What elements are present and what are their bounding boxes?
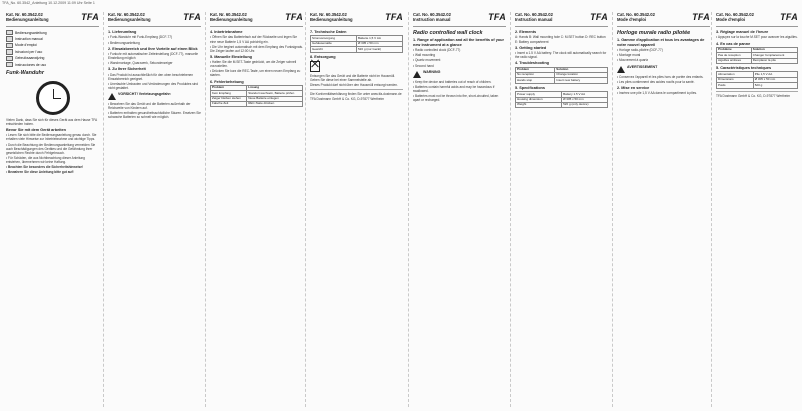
paragraph: • Öffnen Sie das Batteriefach auf der Rückseite und legen Sie eine neue Batterie 1,5 V AA polrichtig ein. — [210, 35, 297, 44]
section-heading: 1. Range of application and all the benefits of your new instrument at a glance — [413, 38, 504, 47]
section-heading: 5. Caractéristiques techniques — [716, 66, 772, 71]
paragraph: • Montage mural — [617, 53, 641, 58]
flag-icon — [6, 49, 13, 54]
tfa-logo: TFA — [488, 12, 506, 22]
intro-text: Vielen Dank, dass Sie sich für dieses Gerät aus dem Hause TFA entschieden haben. — [6, 117, 97, 126]
paragraph: • Bewahren Sie diese Anleitung bitte gut auf! — [6, 170, 74, 175]
page-4 — [310, 12, 403, 407]
page-header: Cat. No. 60.3542.02 Instruction manual TFA — [515, 12, 608, 27]
tfa-logo: TFA — [590, 12, 608, 22]
tfa-logo: TFA — [183, 12, 201, 22]
paragraph: • Bewahren Sie das Gerät und die Batterien außerhalb der Reichweite von Kindern auf. — [108, 102, 191, 111]
page-header: Cat. No. 60.3542.02 Mode d'emploi TFA — [716, 12, 798, 27]
tfa-logo: TFA — [692, 12, 710, 22]
page-header: Kat. Nr. 60.3542.02 Bedienungsanleitung TFA — [108, 12, 201, 27]
page-5 — [413, 12, 506, 407]
paragraph: • Quartz movement — [413, 58, 441, 63]
table-row: Weight 520 g (only device) — [516, 102, 608, 107]
paragraph: • Die Uhr beginnt automatisch mit dem Empfang des Funksignals. Die Zeiger laufen auf 12:00 Uhr. — [210, 44, 303, 53]
paragraph: • Keep the device and batteries out of reach of children. — [413, 79, 492, 84]
table-row: Alimentation Pile 1,5 V AA — [717, 72, 798, 77]
language-item: Bedienungsanleitung — [6, 30, 99, 35]
section-heading: 5. Manuelle Einstellung — [210, 54, 252, 59]
spec-table — [716, 71, 798, 88]
section-heading: 2. Einsatzbereich und Ihre Vorteile auf einen Blick — [108, 46, 198, 51]
section-heading: Bevor Sie mit dem Gerät arbeiten — [6, 127, 66, 132]
page-6 — [515, 12, 608, 407]
table-row: Power supply Battery 1.5 V AA — [516, 92, 608, 97]
language-item: Gebruiksaanwijzing — [6, 56, 99, 61]
troubleshooting-table: Problem Lösung Kein Empfang Standort wechseln, Batterie prüfen Zeiger bleiben stehen Neue Batterie einlegen Falsche Zeit REC-Taste drücken — [210, 85, 303, 108]
flag-icon — [6, 62, 13, 67]
paragraph: • Batteries must not be thrown into fire, short-circuited, taken apart or recharged. — [413, 93, 499, 102]
spec-table: Stromversorgung Batterie 1,5 V AA Gehäusemaße Ø 305 x 50 mm Gewicht 520 g (nur Gerät) — [310, 35, 403, 52]
paragraph: • Mouvement à quartz — [617, 58, 649, 63]
warning-block: WARNING — [413, 70, 506, 78]
paragraph: • Funk-Wanduhr mit Funk-Empfang (DCF-77) — [108, 35, 173, 40]
product-title: Funk-Wanduhr — [6, 70, 44, 77]
paragraph: • Second hand — [413, 63, 434, 68]
flag-icon — [6, 36, 13, 41]
section-heading: 4. En cas de panne — [716, 41, 751, 46]
section-heading: 8. Entsorgung — [310, 54, 336, 59]
tfa-logo: TFA — [780, 12, 798, 22]
warning-icon — [413, 71, 421, 78]
section-heading: 7. Technische Daten — [310, 30, 347, 34]
paragraph: • Bedienungsanleitung — [108, 40, 140, 45]
paragraph: • Appuyez sur la touche M.SET pour avancer les aiguilles. — [716, 35, 798, 40]
paragraph: • Wandmontage, Quarzwerk, Sekundenzeiger — [108, 61, 173, 66]
tfa-logo: TFA — [385, 12, 403, 22]
paragraph: • Conservez l'appareil et les piles hors de portée des enfants. — [617, 74, 704, 79]
section-heading: 3. Réglage manuel de l'heure — [716, 30, 769, 34]
table-row: Aiguilles arrêtées Remplacer la pile — [717, 58, 798, 63]
paragraph: • Les piles contiennent des acides nocifs pour la santé. — [617, 79, 695, 84]
page-8 — [716, 12, 798, 407]
paragraph: • Radio controlled clock (DCF-77) — [413, 48, 461, 53]
table-row: Gewicht 520 g (nur Gerät) — [311, 47, 403, 52]
paragraph: Entsorgen Sie das Gerät und die Batterie nicht im Hausmüll. Geben Sie diese bei einer Sammelstelle ab. — [310, 73, 396, 83]
tfa-logo: TFA — [285, 12, 303, 22]
page-header: Cat. No. 60.3542.02 Instruction manual TFA — [413, 12, 506, 27]
spec-table — [515, 91, 608, 108]
language-item: Instrucciones de uso — [6, 62, 99, 67]
paragraph: • Unerlaubte Umbauten und Veränderungen des Produktes sind nicht gestattet. — [108, 81, 199, 90]
paragraph: • Halten Sie die M.SET-Taste gedrückt, um die Zeiger schnell vorzustellen. — [210, 60, 297, 69]
table-row: Kein Empfang Standort wechseln, Batterie prüfen — [211, 91, 303, 96]
page-header: Kat. Nr. 60.3542.02 Bedienungsanleitung TFA — [210, 12, 303, 27]
section-heading: 4. Troubleshooting — [515, 61, 549, 66]
paragraph: • Wall mounting — [413, 53, 436, 58]
section-heading: 5. Specifications — [515, 85, 545, 90]
page-7 — [617, 12, 710, 407]
crossed-bin-icon — [310, 61, 320, 72]
product-title: Radio controlled wall clock — [413, 30, 483, 36]
page-3 — [210, 12, 303, 407]
warning-icon — [617, 66, 625, 73]
paragraph: Die Konformitätserklärung finden Sie unter www.tfa-dostmann.de — [310, 92, 402, 97]
paragraph: • Das Produkt ist ausschließlich für den oben beschriebenen Einsatzbereich geeignet. — [108, 72, 194, 81]
troubleshooting-table: Problem Solution No reception Change location Hands stop Insert new battery — [515, 67, 608, 84]
page-1 — [6, 12, 99, 407]
language-item: Instruction manual — [6, 36, 99, 41]
page-2 — [108, 12, 201, 407]
page-header — [6, 12, 99, 27]
table-row: Housing dimension Ø 305 x 50 mm — [516, 97, 608, 102]
language-item: Istruzioni per l'uso — [6, 49, 99, 54]
paragraph: • Funkuhr mit automatischer Zeiteinstellung (DCF-77), manuelle Einstellung möglich — [108, 52, 199, 61]
paragraph: • Drücken Sie kurz die REC-Taste, um einen neuen Empfang zu starten. — [210, 69, 301, 78]
troubleshooting-table: Problème Solution Pas de réception Changer l'emplacement Aiguilles arrêtées Remplacer la pile — [716, 47, 798, 64]
language-item: Mode d'emploi — [6, 43, 99, 48]
section-heading: 3. Zu Ihrer Sicherheit — [108, 67, 146, 72]
section-heading: 4. Inbetriebnahme — [210, 30, 243, 34]
paragraph: • Für Schäden, die aus Nichtbeachtung dieser Anleitung entstehen, übernehmen wir keine Haftung. — [6, 155, 85, 164]
table-row: Hands stop Insert new battery — [516, 78, 608, 83]
warning-icon — [108, 93, 116, 100]
paragraph: • Horloge radio-pilotée (DCF-77) — [617, 48, 663, 53]
table-row: Poids 520 g — [717, 83, 798, 88]
flag-icon — [6, 43, 13, 48]
flag-icon — [6, 56, 13, 61]
paragraph: • Insert a 1.5 V AA battery. The clock will automatically search for the radio signal. — [515, 51, 607, 60]
paragraph: A: Hands B: Wall mounting hole C: M.SET button D: REC button E: Battery compartment — [515, 35, 606, 44]
paragraph: • Lesen Sie sich bitte die Bedienungsanleitung genau durch. Sie erhalten viele Hinweise zur Inbetriebnahme und wichtige Tipps. — [6, 133, 97, 142]
print-header-line: TFA_No. 60.3542_Anleitung 10.12.2009 11:09 Uhr Seite 1 — [2, 1, 95, 5]
flag-icon — [6, 30, 13, 35]
language-list — [6, 30, 99, 67]
warning-block: VORSICHT! Verletzungsgefahr: — [108, 92, 201, 100]
paragraph: • Insérez une pile 1,5 V AA dans le compartiment à piles. — [617, 91, 697, 96]
paragraph: • Batteries contain harmful acids and may be hazardous if swallowed. — [413, 84, 495, 93]
table-row: Falsche Zeit REC-Taste drücken — [211, 102, 303, 107]
table-row: Pas de réception Changer l'emplacement — [717, 53, 798, 58]
paragraph: • Durch die Beachtung der Bedienungsanleitung vermeiden Sie auch Beschädigungen des Gerätes und die Gefährdung Ihrer gesetzlichen Rechte durch Fehlgebrauch. — [6, 142, 96, 155]
warning-block: AVERTISSEMENT — [617, 65, 710, 73]
table-row: Dimensions Ø 305 x 50 mm — [717, 77, 798, 82]
paragraph: • Beachten Sie besonders die Sicherheitshinweise! — [6, 165, 84, 169]
page-header: Kat. Nr. 60.3542.02 Bedienungsanleitung TFA — [310, 12, 403, 27]
table-row: Zeiger bleiben stehen Neue Batterie einlegen — [211, 96, 303, 101]
section-heading: 6. Fehlerbehebung — [210, 79, 244, 84]
paragraph: • Batterien enthalten gesundheitsschädliche Säuren. Ersetzen Sie schwache Batterien so schnell wie möglich. — [108, 111, 201, 120]
page-language: Bedienungsanleitung — [6, 17, 49, 22]
company-address: TFA Dostmann GmbH & Co. KG, D-97877 Wertheim — [310, 97, 384, 102]
section-heading: 1. Gamme d'application et tous les avantages de votre nouvel appareil — [617, 38, 705, 47]
table-row: No reception Change location — [516, 72, 608, 77]
table-row: Gehäusemaße Ø 305 x 50 mm — [311, 41, 403, 46]
section-heading: 2. Mise en service — [617, 85, 650, 90]
product-title: Horloge murale radio pilotée — [617, 30, 691, 36]
paragraph: Dieses Produkt darf nicht über den Hausmüll entsorgt werden. — [310, 83, 398, 88]
tfa-logo: TFA — [81, 12, 99, 22]
company-address: TFA Dostmann GmbH & Co. KG, D-97877 Wertheim — [716, 93, 790, 98]
page-header: Cat. No. 60.3542.02 Mode d'emploi TFA — [617, 12, 710, 27]
section-heading: 1. Lieferumfang — [108, 30, 137, 34]
cat-number: Kat. Nr. 60.3542.02 — [6, 12, 43, 17]
wall-clock-illustration — [36, 81, 70, 115]
section-heading: 2. Elements — [515, 30, 537, 34]
section-heading: 3. Getting started — [515, 45, 547, 50]
